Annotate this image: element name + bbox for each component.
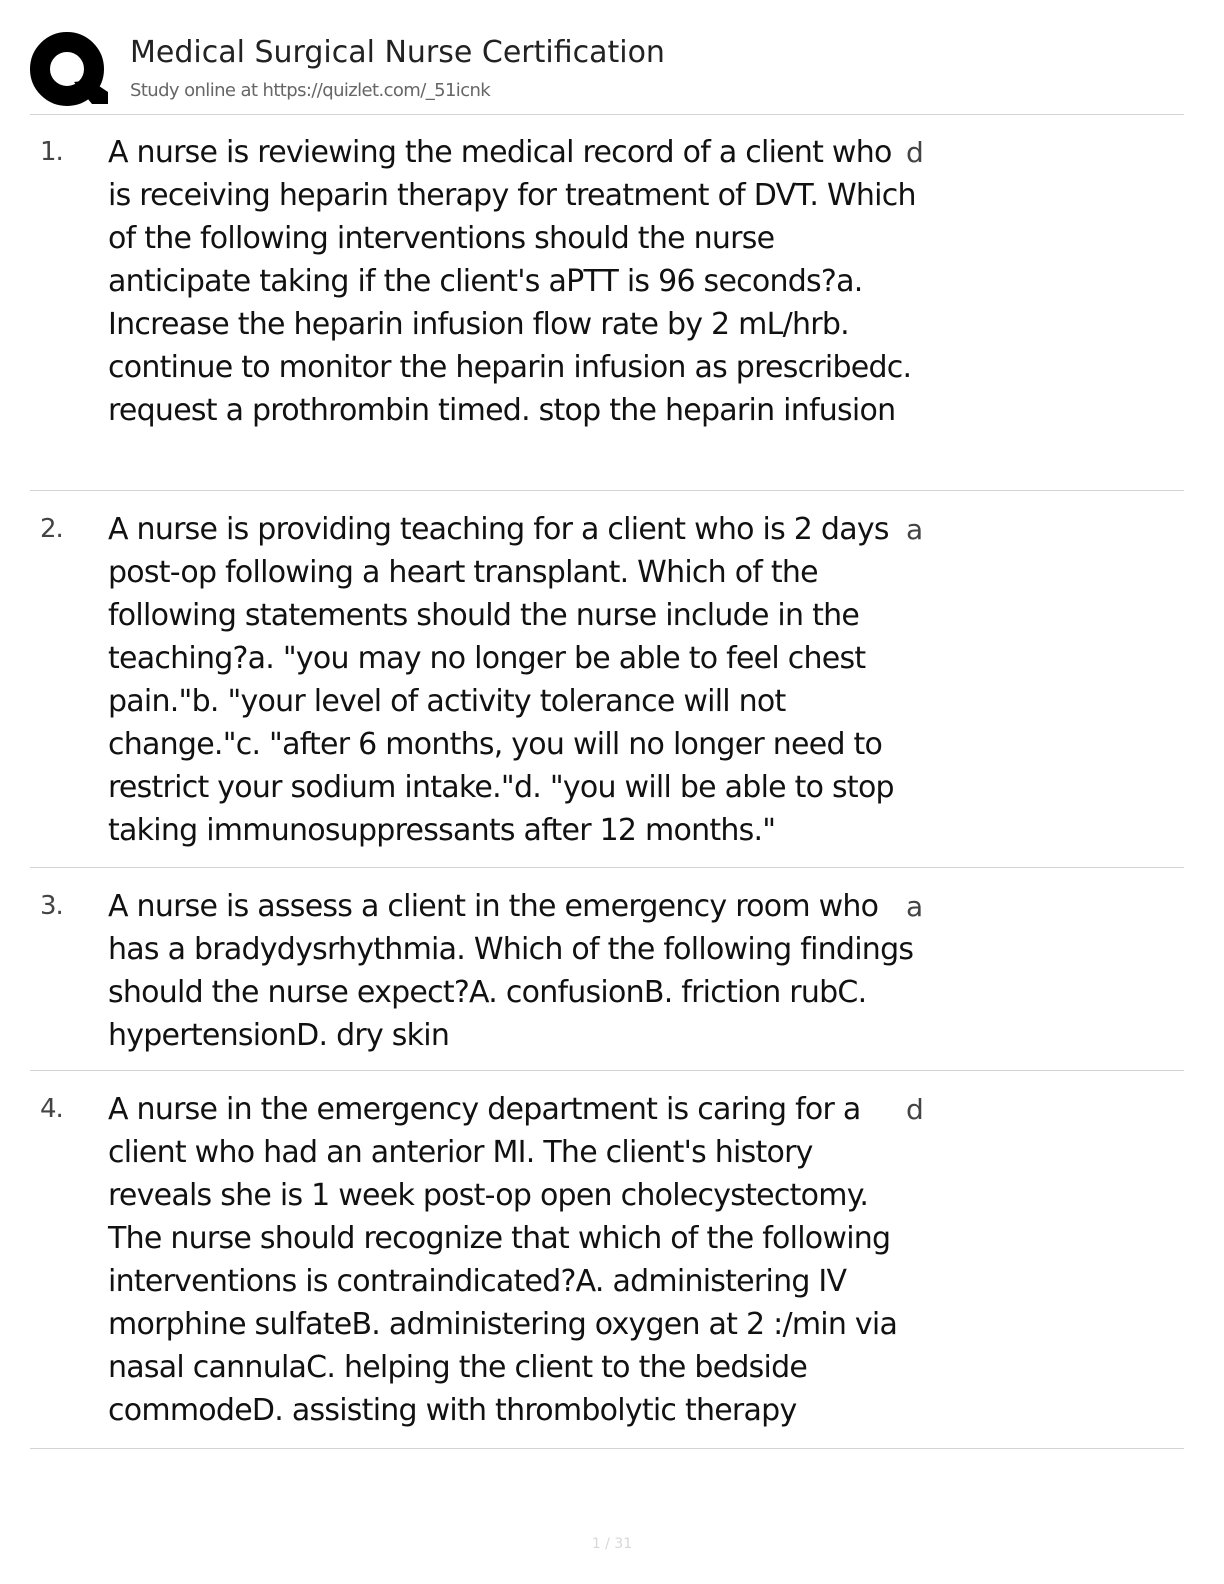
card-number: 2. (40, 514, 63, 544)
quizlet-logo-icon (30, 32, 108, 110)
card-number: 1. (40, 137, 63, 167)
card-answer: d (906, 136, 924, 169)
page-title: Medical Surgical Nurse Certification (130, 35, 665, 70)
card-question: A nurse is providing teaching for a client who is 2 days post-op following a heart transplant. Which of the following statements should the nurse include in the teaching?a. "you may no longer be able to feel chest pain."b. "your level of activity tolerance will not change."c. "after 6 months, you will no longer need to restrict your sodium intake."d. "you will be able to stop taking immunosuppressants after 12 months." (108, 512, 894, 848)
flashcard-row (30, 492, 1184, 868)
flashcard-row (30, 1072, 1184, 1449)
card-question: A nurse is assess a client in the emergency room who has a bradydysrhythmia. Which of the following findings should the nurse expect?A. confusionB. friction rubC. hypertensionD. dry skin (108, 889, 914, 1053)
card-answer: a (906, 890, 924, 923)
flashcard-row (30, 115, 1184, 491)
study-online-link[interactable]: Study online at https://quizlet.com/_51icnk (130, 80, 491, 101)
card-question: A nurse in the emergency department is caring for a client who had an anterior MI. The client's history reveals she is 1 week post-op open cholecystectomy. The nurse should recognize that which of the following interventions is contraindicated?A. administering IV morphine sulfateB. administering oxygen at 2 :/min via nasal cannulaC. helping the client to the bedside commodeD. assisting with thrombolytic therapy (108, 1092, 898, 1428)
page-number: 1 / 31 (591, 1536, 633, 1552)
flashcard-row (30, 869, 1184, 1071)
card-question: A nurse is reviewing the medical record of a client who is receiving heparin therapy for treatment of DVT. Which of the following interventions should the nurse anticipate taking if the client's aPTT is 96 seconds?a. Increase the heparin infusion flow rate by 2 mL/hrb. continue to monitor the heparin infusion as prescribedc. request a prothrombin timed. stop the heparin infusion (108, 135, 916, 428)
card-answer: a (906, 513, 924, 546)
card-answer: d (906, 1093, 924, 1126)
card-number: 3. (40, 891, 63, 921)
page-header (30, 26, 1184, 115)
card-number: 4. (40, 1094, 63, 1124)
